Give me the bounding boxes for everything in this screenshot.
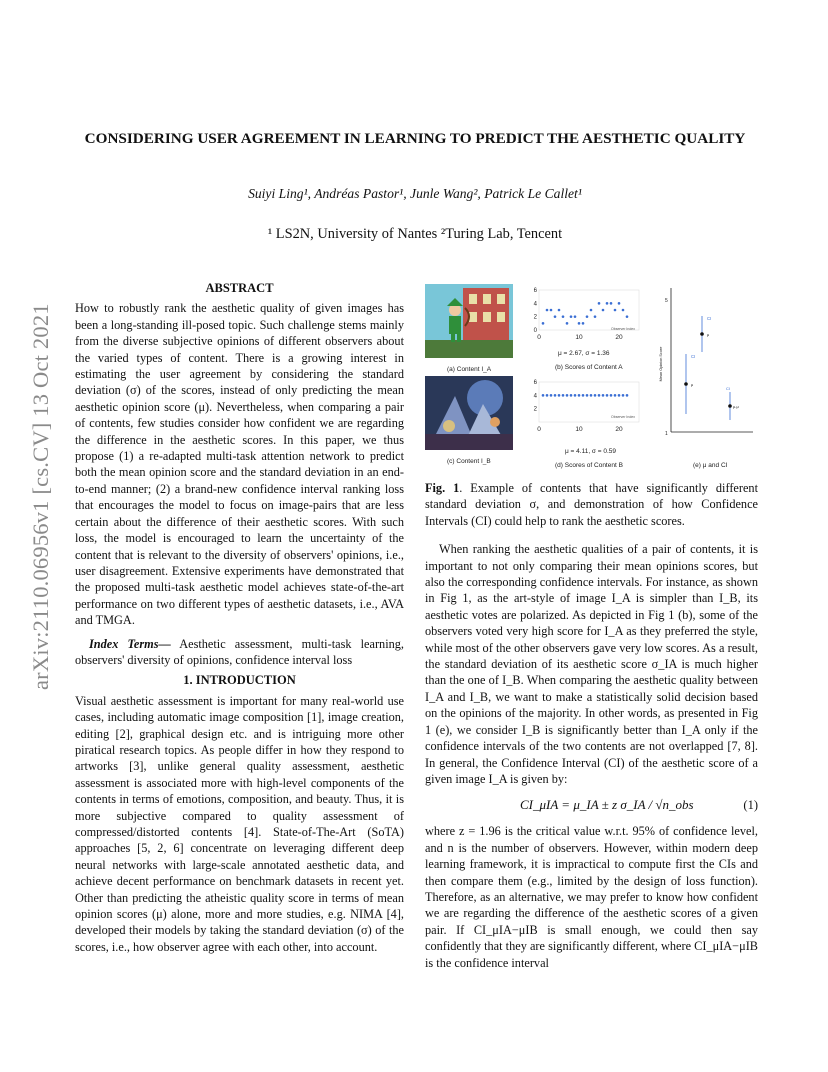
ci-diagram — [653, 284, 758, 452]
data-point — [550, 309, 553, 312]
data-point — [606, 394, 609, 397]
data-point — [554, 315, 557, 318]
mu-label-b: μ — [707, 332, 710, 337]
y-axis-label-e: Mean Opinion Score — [659, 346, 663, 382]
left-column — [75, 280, 404, 955]
caption-c: (c) Content I_B — [447, 458, 491, 465]
data-point — [614, 309, 617, 312]
data-point — [542, 322, 545, 325]
data-point — [590, 309, 593, 312]
y-tick-label: 6 — [533, 288, 537, 294]
data-point — [626, 315, 629, 318]
x-tick-label: 20 — [615, 426, 623, 433]
legend-b: Observer Index — [611, 415, 635, 419]
equation-body: CI_μIA = μ_IA ± z σ_IA / √n_obs — [520, 797, 694, 813]
ci-label-b: CI — [707, 316, 712, 321]
paper-authors: Suiyi Ling¹, Andréas Pastor¹, Junle Wang², Patrick Le Callet¹ — [248, 186, 582, 201]
data-point — [594, 394, 597, 397]
tick-1: 1 — [665, 431, 668, 437]
y-tick-label: 4 — [533, 393, 537, 400]
data-point — [578, 394, 581, 397]
right-column — [425, 284, 758, 971]
legend-a: Observer Index — [611, 327, 635, 331]
equation-number: (1) — [743, 798, 758, 813]
data-point — [582, 394, 585, 397]
data-point — [614, 394, 617, 397]
data-point — [546, 309, 549, 312]
mu-label-a: μ — [691, 382, 694, 387]
figure-1 — [425, 284, 758, 472]
x-tick-label: 10 — [575, 426, 583, 433]
right-paragraph-2: where z = 1.96 is the critical value w.r.t. 95% of confidence level, and n is the number of observers. However, within modern deep learning framework, it is impractical to compute first the CIs and then compare them (e.g., limited by the design of loss function). Therefore, as an alternative, we may prefer to know how confident we are regarding the difference of the aesthetic scores of a given pair. If CI_μIA−μIB is small enough, we could then say confidently that they are significantly different, where CI_μIA−μIB is the confidence interval — [425, 824, 758, 970]
paper-title: CONSIDERING USER AGREEMENT IN LEARNING TO PREDICT THE AESTHETIC QUALITY — [84, 130, 746, 147]
data-point — [586, 315, 589, 318]
abstract-text: How to robustly rank the aesthetic quality of given images has been a long-standing ill-posed topic. Such challenge stems mainly from the diverse subjective opinions of different observers about the varied types of content. There is a growing interest in estimating the user agreement by considering the standard deviation (σ) of the scores, instead of only predicting the mean aesthetic opinion score (μ). Nevertheless, when comparing a pair of contents, few studies consider how confident we are regarding the difference in the aesthetic scores. In this paper, we thus propose (1) a re-adapted multi-task attention network to predict both the mean opinion score and the standard deviation in an end-to-end manner; (2) a brand-new confidence interval ranking loss that encourages the model to focus on image-pairs that are less certain about the difference of their aesthetic scores. With such loss, the model is encouraged to learn the uncertainty of the content that is relevant to the diversity of observers' opinions, i.e., user disagreement. Extensive experiments have demonstrated that the proposed multi-task aesthetic model achieves state-of-the-art performance on two different types of aesthetic datasets, i.e., AVA and TMGA. — [75, 301, 404, 628]
content-b-image — [425, 376, 513, 450]
data-point — [586, 394, 589, 397]
x-tick-label: 10 — [575, 334, 583, 341]
data-point — [570, 394, 573, 397]
scatter-plot-a — [527, 284, 645, 346]
x-tick-label: 20 — [615, 334, 623, 341]
data-point — [578, 322, 581, 325]
equation-1 — [425, 791, 758, 821]
data-point — [546, 394, 549, 397]
data-point — [602, 309, 605, 312]
tick-5: 5 — [665, 298, 668, 304]
introduction-text: Visual aesthetic assessment is important for many real-world use cases, including automatic image composition [1], image creation, editing [2], graphical design etc. and is intriguing more other piratical research topics. As people differ in how they respond to artworks [3], unlike general quality assessment, aesthetic assessment is associated more with high-level components of the contents in terms of emotions, composition, and beauty. Thus, it is more subjective compared to quality assessment of compressed/distorted contents [4]. State-of-The-Art (SoTA) approaches [5, 2, 6] concentrate on leveraging different deep neural networks with large-scale annotated aesthetic data, and achieve decent performance on benchmark datasets in recent yet. Other than predicting the atheistic quality score in terms of mean opinion scores (μ) alone, more and more studies, e.g. NIMA [4], developed their models by taking the standard deviation (σ) of the scores, i.e., how observer agree with each other, into account. — [75, 693, 404, 954]
caption-d: (d) Scores of Content B — [555, 462, 623, 469]
data-point — [542, 394, 545, 397]
data-point — [602, 394, 605, 397]
x-tick-label: 0 — [537, 426, 541, 433]
caption-a: (a) Content I_A — [447, 366, 492, 373]
data-point — [618, 394, 621, 397]
data-point — [606, 302, 609, 305]
data-point — [618, 302, 621, 305]
data-point — [574, 394, 577, 397]
ci-label-a: CI — [691, 354, 696, 359]
data-point — [626, 394, 629, 397]
mu-label-diff: μ-μ — [733, 405, 739, 409]
data-point — [566, 322, 569, 325]
abstract-heading: ABSTRACT — [205, 281, 274, 295]
data-point — [622, 309, 625, 312]
y-tick-label: 6 — [533, 380, 537, 386]
paper-affiliations: ¹ LS2N, University of Nantes ²Turing Lab, Tencent — [267, 226, 563, 242]
stats-a: μ = 2.67, σ = 1.36 — [558, 350, 610, 357]
data-point — [594, 315, 597, 318]
caption-b: (b) Scores of Content A — [555, 364, 623, 371]
data-point — [570, 315, 573, 318]
figure-caption-text: . Example of contents that have significantly different standard deviation σ, and demonstration of how Confidence Intervals (CI) could help to rank the aesthetic scores. — [425, 481, 758, 528]
right-paragraph-1: When ranking the aesthetic qualities of a pair of contents, it is important to not only comparing their mean opinions scores, but also the corresponding confidence intervals. For instance, as shown in Fig 1, as the art-style of image I_A is simpler than I_B, its aesthetic votes are polarized. As depicted in Fig 1 (b), some of the observers voted very high score for I_A as they preferred the style, while most of the other observers gave very low scores. As a result, the standard deviation of its aesthetic score σ_IA is much higher than the one of I_B. When comparing the aesthetic quality between I_A and I_B, we want to make a statistically solid decision based on the opinions of the majority. In other words, as presented in Fig 1 (e), we consider I_B is significantly better than I_A only if the confidence intervals of the two contents are not overlapped [7, 8]. In general, the Confidence Interval (CI) of the aesthetic score of a given image I_A is given by: — [425, 542, 758, 786]
index-terms-text: Aesthetic assessment, multi-task learning, observers' diversity of opinions, confidence interval loss — [75, 636, 404, 667]
data-point — [582, 322, 585, 325]
index-terms — [75, 636, 404, 669]
content-a-image — [425, 284, 513, 358]
data-point — [610, 394, 613, 397]
data-point — [550, 394, 553, 397]
data-point — [558, 394, 561, 397]
data-point — [562, 394, 565, 397]
x-tick-label: 0 — [537, 334, 541, 341]
data-point — [598, 302, 601, 305]
caption-e: (e) μ and CI — [693, 462, 728, 469]
arxiv-identifier: arXiv:2110.06956v1 [cs.CV] 13 Oct 2021 — [28, 303, 53, 690]
figure-label: Fig. 1 — [425, 481, 460, 495]
y-tick-label: 2 — [533, 406, 537, 413]
data-point — [558, 309, 561, 312]
data-point — [574, 315, 577, 318]
ci-label-diff: CI — [726, 386, 730, 391]
data-point — [610, 302, 613, 305]
stats-b: μ = 4.11, σ = 0.59 — [565, 448, 617, 455]
data-point — [590, 394, 593, 397]
scatter-plot-b — [527, 376, 645, 438]
y-tick-label: 4 — [533, 301, 537, 308]
y-tick-label: 0 — [533, 328, 537, 334]
data-point — [622, 394, 625, 397]
index-terms-label: Index Terms— — [89, 636, 171, 651]
y-tick-label: 2 — [533, 314, 537, 321]
data-point — [554, 394, 557, 397]
data-point — [566, 394, 569, 397]
introduction-heading: 1. INTRODUCTION — [183, 673, 296, 688]
data-point — [598, 394, 601, 397]
figure-caption — [425, 480, 758, 529]
data-point — [562, 315, 565, 318]
